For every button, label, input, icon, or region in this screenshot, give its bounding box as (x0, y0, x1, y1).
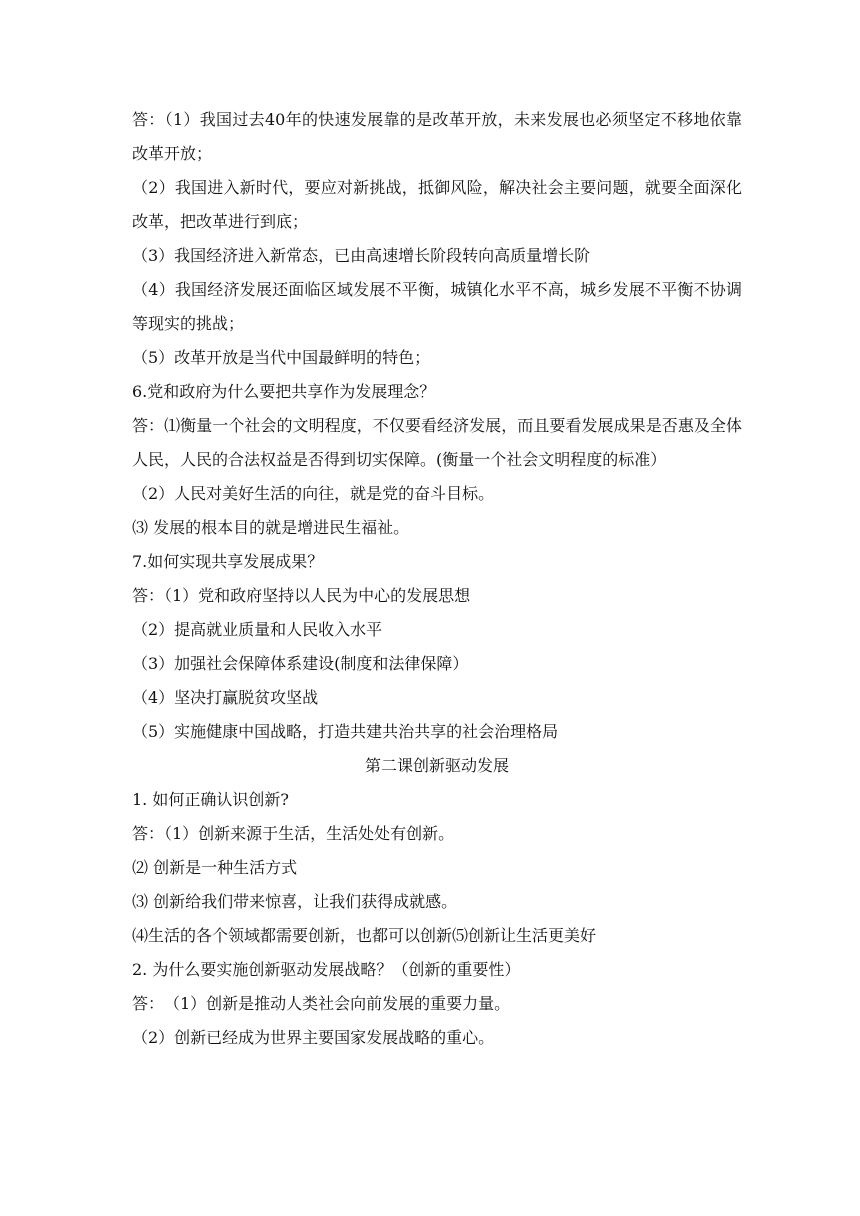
answer-7-5: （5）实施健康中国战略，打造共建共治共享的社会治理格局 (132, 722, 559, 741)
answer-l2-2-2: （2）创新已经成为世界主要国家发展战略的重心。 (132, 1028, 495, 1047)
document-body (132, 103, 742, 1055)
answer-7-3: （3）加强社会保障体系建设(制度和法律保障） (132, 654, 469, 673)
answer-l2-1-3: ⑶ 创新给我们带来惊喜，让我们获得成就感。 (132, 892, 458, 911)
answer-reform-5: （5）改革开放是当代中国最鲜明的特色； (132, 348, 431, 367)
answer-l2-1-1: 答：（1）创新来源于生活，生活处处有创新。 (132, 824, 455, 843)
answer-l2-2-1: 答： （1）创新是推动人类社会向前发展的重要力量。 (132, 994, 511, 1013)
answer-reform-3: （3）我国经济进入新常态，已由高速增长阶段转向高质量增长阶 (132, 246, 591, 265)
answer-7-2: （2）提高就业质量和人民收入水平 (132, 620, 383, 639)
answer-reform-4: （4）我国经济发展还面临区域发展不平衡，城镇化水平不高，城乡发展不平衡不协调等现实的挑战； (132, 280, 742, 333)
question-7: 7.如何实现共享发展成果？ (132, 552, 324, 571)
answer-6-3: ⑶ 发展的根本目的就是增进民生福祉。 (132, 518, 410, 537)
answer-l2-1-4: ⑷生活的各个领域都需要创新，也都可以创新⑸创新让生活更美好 (132, 926, 597, 945)
answer-7-4: （4）坚决打赢脱贫攻坚战 (132, 688, 319, 707)
answer-6-2: （2）人民对美好生活的向往，就是党的奋斗目标。 (132, 484, 495, 503)
question-l2-2: 2. 为什么要实施创新驱动发展战略？（创新的重要性） (132, 960, 521, 979)
answer-reform-2: （2）我国进入新时代，要应对新挑战，抵御风险，解决社会主要问题，就要全面深化改革，把改革进行到底； (132, 178, 742, 231)
answer-l2-1-2: ⑵ 创新是一种生活方式 (132, 858, 298, 877)
lesson-heading: 第二课创新驱动发展 (364, 756, 509, 775)
answer-7-1: 答：（1）党和政府坚持以人民为中心的发展思想 (132, 586, 471, 605)
question-l2-1: 1. 如何正确认识创新? (132, 790, 289, 809)
question-6: 6.党和政府为什么要把共享作为发展理念？ (132, 382, 436, 401)
answer-6-1: 答：⑴衡量一个社会的文明程度，不仅要看经济发展，而且要看发展成果是否惠及全体人民，人民的合法权益是否得到切实保障。(衡量一个社会文明程度的标准） (132, 416, 742, 469)
answer-reform-1: 答：（1）我国过去40年的快速发展靠的是改革开放，未来发展也必须坚定不移地依靠改革开放； (132, 110, 742, 163)
